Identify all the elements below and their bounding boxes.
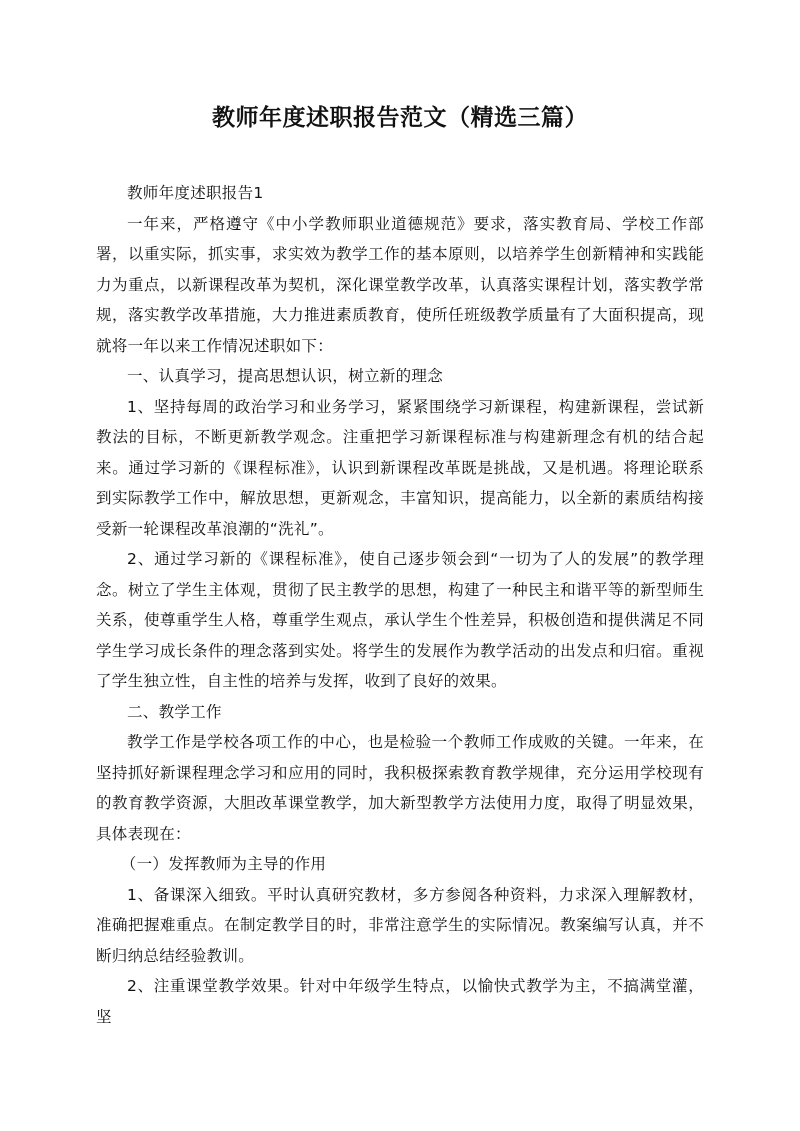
- paragraph-lesson-prep: 1、备课深入细致。平时认真研究教材，多方参阅各种资料，力求深入理解教材，准确把握难重点。在制定教学目的时，非常注意学生的实际情况。教案编写认真，并不断归纳总结经验教训。: [96, 885, 704, 965]
- teaching-work-paragraph: 教学工作是学校各项工作的中心，也是检验一个教师工作成败的关键。一年来，在坚持抓好新课程理念学习和应用的同时，我积极探索教育教学规律，充分运用学校现有的教育教学资源，大胆改革课堂教学，加大新型教学方法使用力度，取得了明显效果，具体表现在：: [96, 733, 704, 843]
- document-title: 教师年度述职报告范文（精选三篇）: [212, 105, 588, 131]
- section-heading-1: 一、认真学习，提高思想认识，树立新的理念: [127, 367, 444, 385]
- paragraph-item-1: 1、坚持每周的政治学习和业务学习，紧紧围绕学习新课程，构建新课程，尝试新教法的目标，不断更新教学观念。注重把学习新课程标准与构建新理念有机的结合起来。通过学习新的《课程标准》，认识到新课程改革既是挑战，又是机遇。将理论联系到实际教学工作中，解放思想，更新观念，丰富知识，提高能力，以全新的素质结构接受新一轮课程改革浪潮的“洗礼”。: [96, 397, 704, 538]
- intro-paragraph: 一年来，严格遵守《中小学教师职业道德规范》要求，落实教育局、学校工作部署，以重实际，抓实事，求实效为教学工作的基本原则，以培养学生创新精神和实践能力为重点，以新课程改革为契机，深化课堂教学改革，认真落实课程计划，落实教学常规，落实教学改革措施，大力推进素质教育，使所任班级教学质量有了大面积提高，现就将一年以来工作情况述职如下：: [96, 214, 704, 355]
- subsection-heading-1: （一）发挥教师为主导的作用: [120, 855, 327, 873]
- section-heading-2: 二、教学工作: [127, 702, 222, 721]
- document-body: [96, 178, 704, 1032]
- paragraph-item-2: 2、通过学习新的《课程标准》，使自己逐步领会到“一切为了人的发展”的教学理念。树立了学生主体观，贯彻了民主教学的思想，构建了一种民主和谐平等的新型师生关系，使尊重学生人格，尊重学生观点，承认学生个性差异，积极创造和提供满足不同学生学习成长条件的理念落到实处。将学生的发展作为教学活动的出发点和归宿。重视了学生独立性，自主性的培养与发挥，收到了良好的效果。: [96, 550, 704, 690]
- paragraph-classroom-effect: 2、注重课堂教学效果。针对中年级学生特点，以愉快式教学为主，不搞满堂灌，坚: [96, 977, 704, 1026]
- report-heading: 教师年度述职报告1: [127, 184, 264, 202]
